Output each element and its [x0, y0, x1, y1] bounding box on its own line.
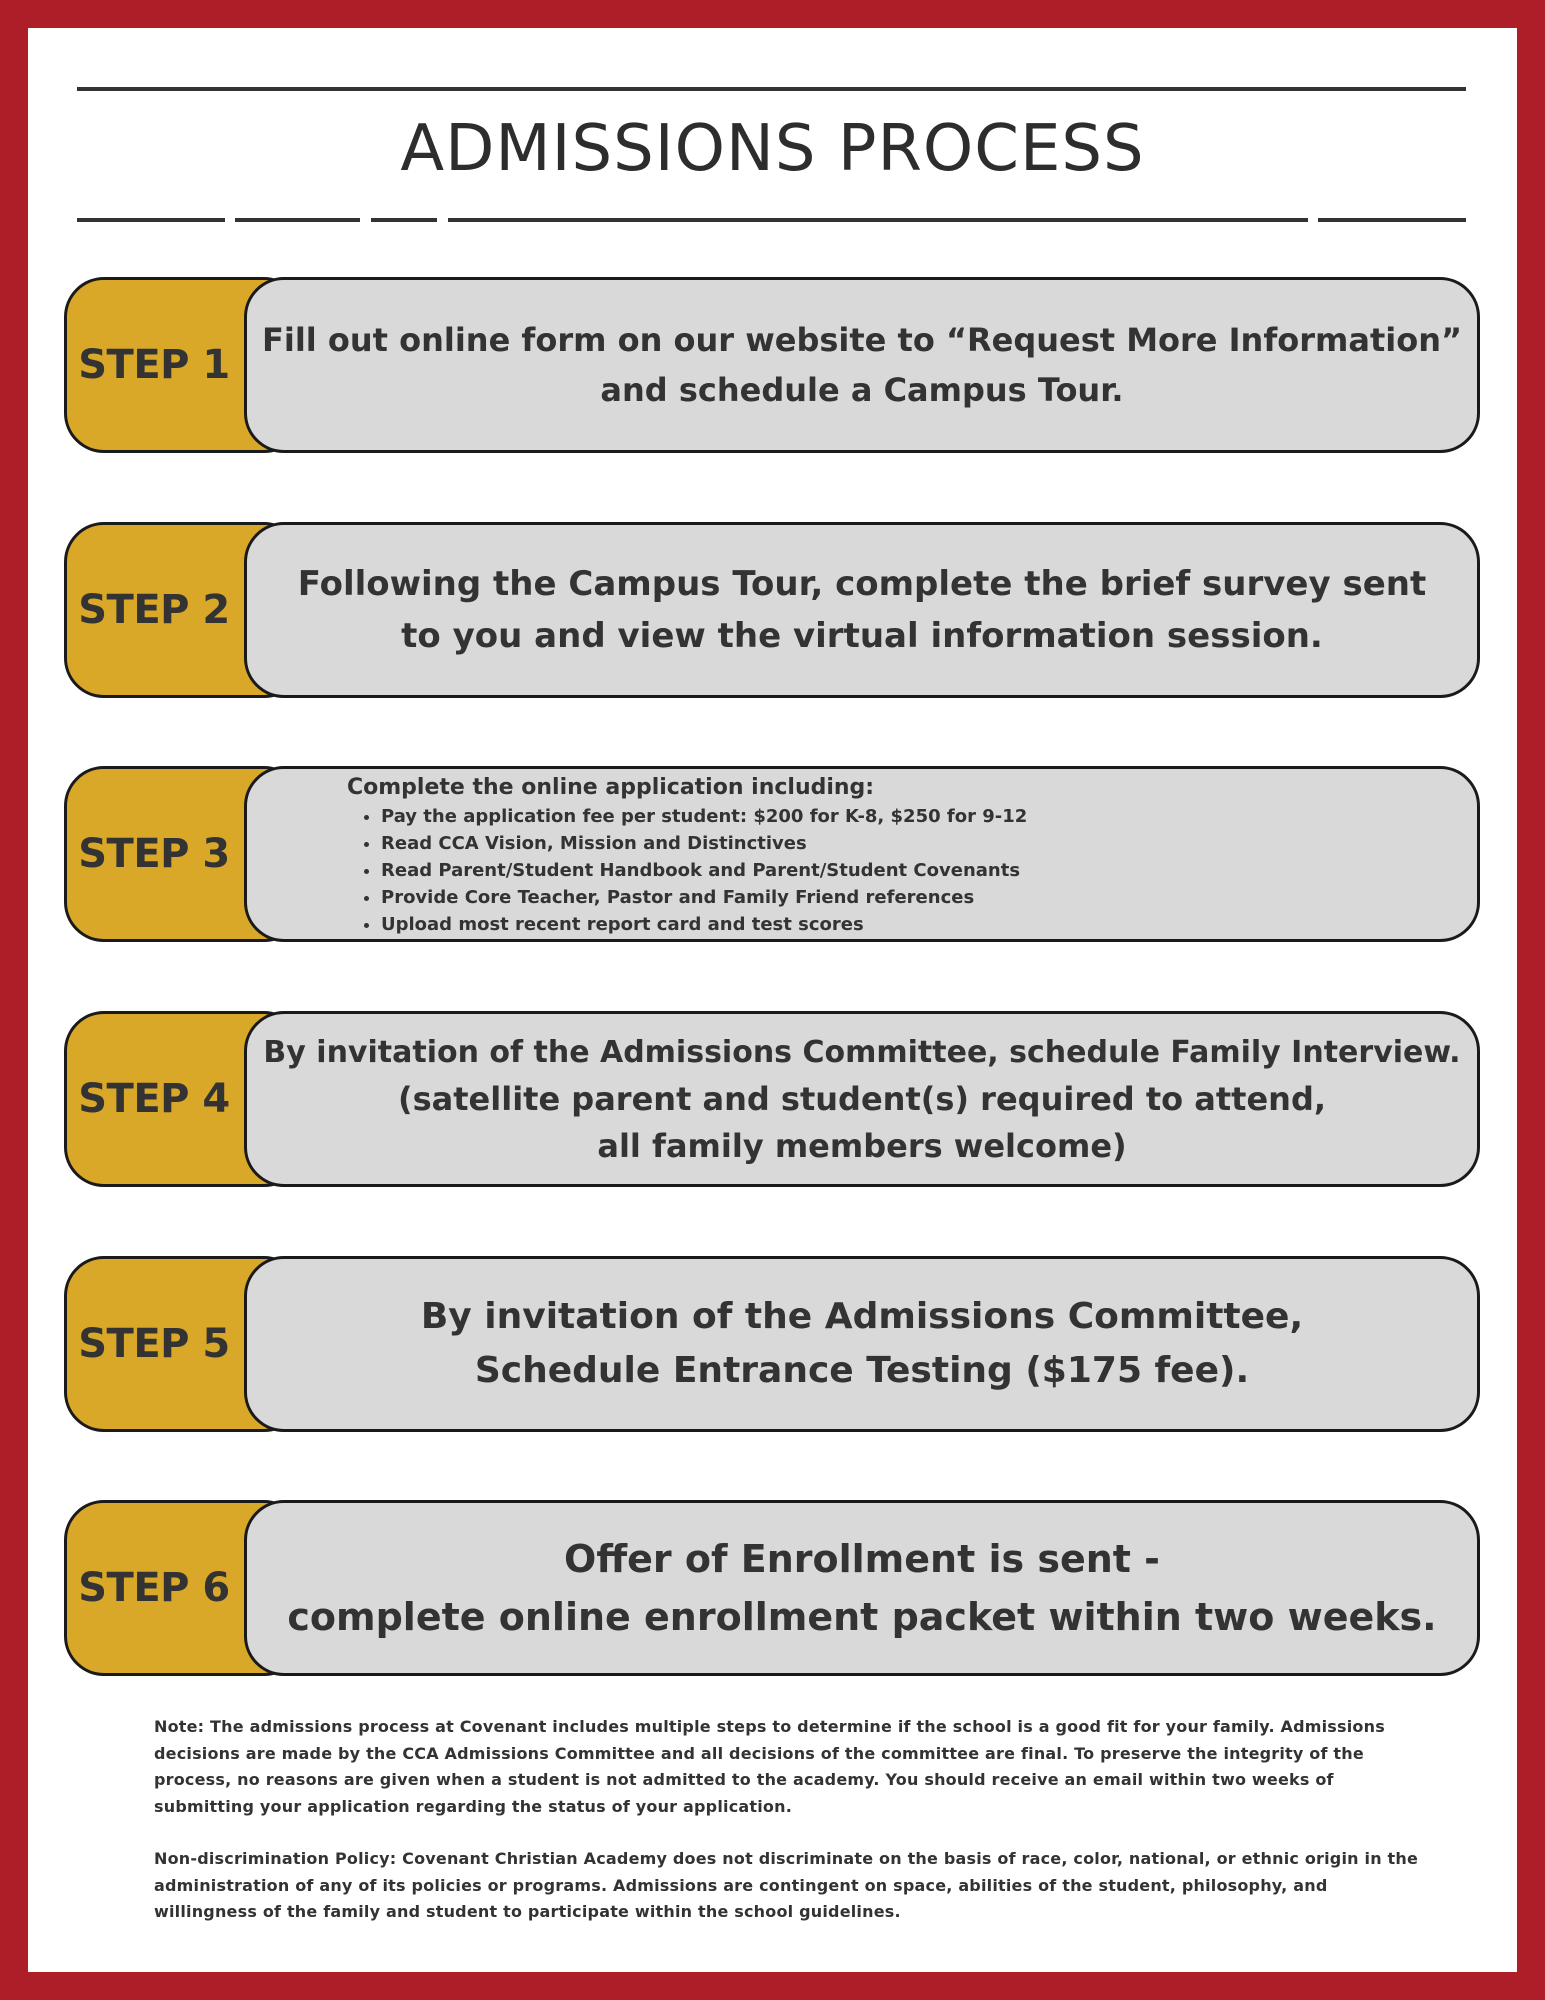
- step-3: [64, 766, 1480, 942]
- admissions-note: Note: The admissions process at Covenant includes multiple steps to determine if the school is a good fit for your family. Admissions decisions are made by the CCA Admissions Committee and all decisions of the committee are final. To preserve the integrity of the process, no reasons are given when a student is not admitted to the academy. You should receive an email within two weeks of submitting your application regarding the status of your application.: [154, 1717, 1385, 1816]
- step-description: [244, 1500, 1480, 1676]
- title-rule-segment-4: [448, 218, 1308, 222]
- step-label: STEP 6: [78, 1565, 230, 1611]
- step-2: [64, 522, 1480, 698]
- step-4: [64, 1011, 1480, 1187]
- title-rule-segment-5: [1318, 218, 1466, 222]
- list-item: • Pay the application fee per student: $200 for K-8, $250 for 9-12: [381, 803, 1027, 830]
- requirements-list: [347, 803, 1027, 938]
- step-text-line: (satellite parent and student(s) required to attend,: [397, 1079, 1326, 1118]
- step-label: STEP 4: [78, 1076, 230, 1122]
- title-rule-top: [77, 87, 1466, 91]
- title-rule-segment-3: [371, 218, 437, 222]
- step-text-line: Schedule Entrance Testing ($175 fee).: [474, 1350, 1250, 1391]
- step-1: [64, 277, 1480, 453]
- step-label: STEP 1: [78, 342, 230, 388]
- list-item: • Read Parent/Student Handbook and Parent/Student Covenants: [381, 857, 1027, 884]
- step-text-line: all family members welcome): [597, 1126, 1127, 1165]
- step-text-line: Fill out online form on our website to “Request More Information”: [261, 321, 1463, 359]
- step-label: STEP 3: [78, 831, 230, 877]
- step-3-heading: Complete the online application including:: [347, 775, 875, 800]
- step-text-line: Offer of Enrollment is sent -: [564, 1537, 1160, 1581]
- step-description: [244, 766, 1480, 942]
- step-5: [64, 1256, 1480, 1432]
- title-rule-segment-2: [235, 218, 360, 222]
- step-description: [244, 1011, 1480, 1187]
- step-text-line: Following the Campus Tour, complete the brief survey sent: [297, 564, 1427, 604]
- step-text-line: complete online enrollment packet within two weeks.: [287, 1595, 1437, 1639]
- page-title: ADMISSIONS PROCESS: [400, 112, 1145, 186]
- non-discrimination-policy: Non-discrimination Policy: Covenant Christian Academy does not discriminate on the basis of race, color, national, or ethnic origin in the administration of any of its policies or programs. Admissions are contingent on space, abilities of the student, philosophy, and willingness of the family and student to participate within the school guidelines.: [154, 1849, 1419, 1921]
- step-description: [244, 522, 1480, 698]
- step-text-line: By invitation of the Admissions Committee,: [420, 1296, 1304, 1337]
- step-6: [64, 1500, 1480, 1676]
- step-text-line: to you and view the virtual information session.: [401, 616, 1323, 656]
- list-item: • Upload most recent report card and test scores: [381, 911, 1027, 938]
- step-description: [244, 277, 1480, 453]
- step-text-line: By invitation of the Admissions Committee, schedule Family Interview.: [263, 1034, 1461, 1070]
- step-label: STEP 2: [78, 587, 230, 633]
- list-item: • Read CCA Vision, Mission and Distinctives: [381, 830, 1027, 857]
- step-text-line: and schedule a Campus Tour.: [600, 371, 1124, 409]
- step-label: STEP 5: [78, 1321, 230, 1367]
- title-rule-segment-1: [77, 218, 225, 222]
- list-item: • Provide Core Teacher, Pastor and Family Friend references: [381, 884, 1027, 911]
- step-description: [244, 1256, 1480, 1432]
- footer-notes: [154, 1714, 1424, 1926]
